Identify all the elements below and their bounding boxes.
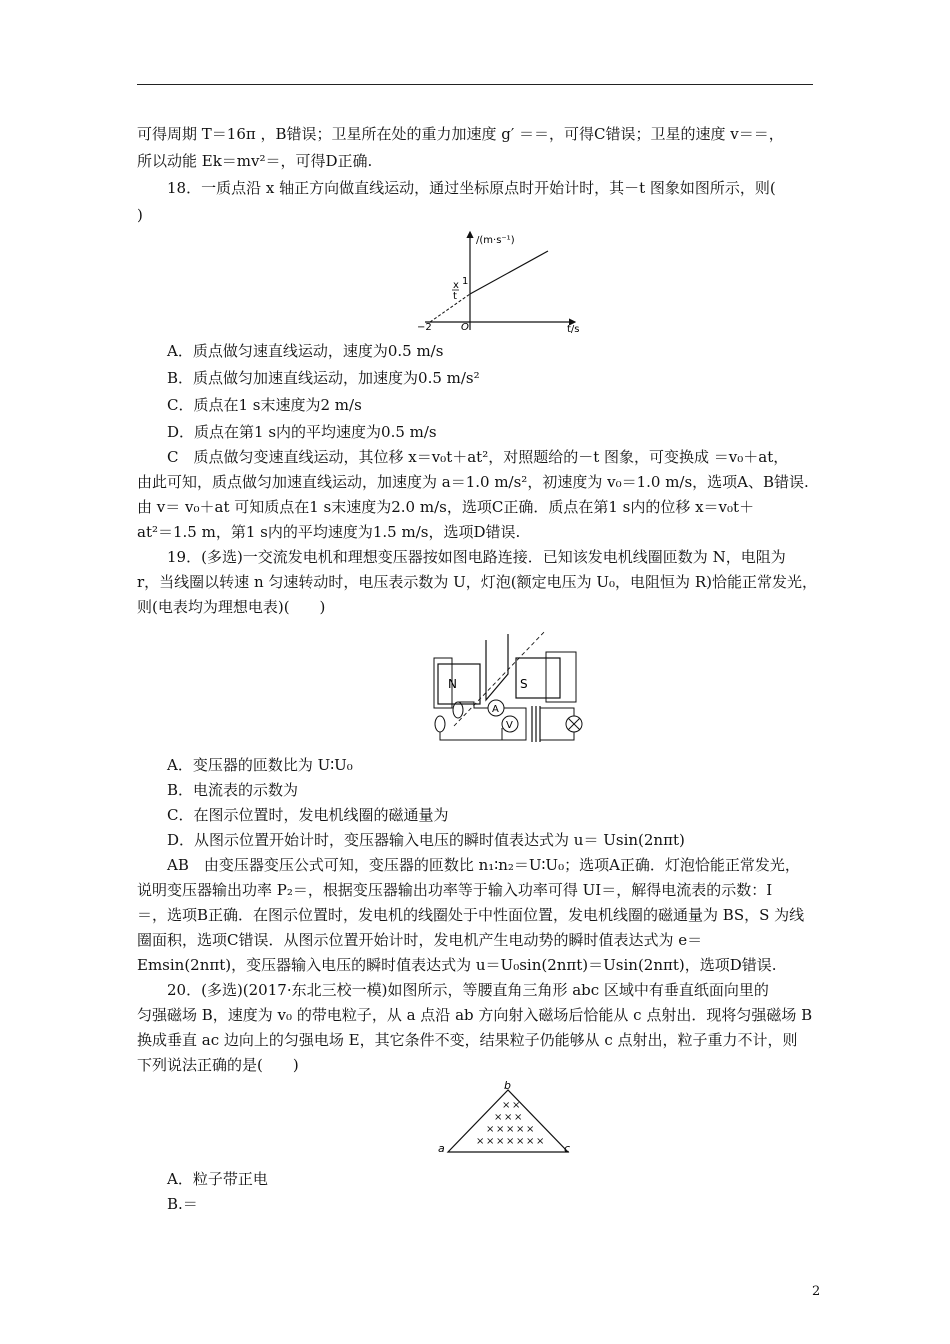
y-intercept-label: 1 bbox=[462, 276, 469, 287]
ylabel-numerator: x bbox=[453, 280, 459, 291]
question-20-line-4: 下列说法正确的是( ) bbox=[137, 1056, 299, 1074]
triangle-field-figure bbox=[436, 1080, 576, 1158]
answer-18-line-1: C 质点做匀变速直线运动，其位移 x＝v₀t＋at²，对照题给的－t 图象，可变换成 ＝v₀＋at， bbox=[167, 448, 789, 466]
ylabel-unit: /(m·s⁻¹) bbox=[476, 235, 515, 246]
answer-19-line-4: 圈面积，选项C错误．从图示位置开始计时，发电机产生电动势的瞬时值表达式为 e＝ bbox=[137, 931, 703, 949]
answer-19-line-5: Emsin(2nπt)，变压器输入电压的瞬时值表达式为 u＝U₀sin(2nπt)＝Usin(2nπt)，选项D错误. bbox=[137, 956, 777, 974]
magnet-n bbox=[438, 664, 480, 704]
svg-text:×: × bbox=[506, 1136, 515, 1147]
question-20-line-2: 匀强磁场 B，速度为 v₀ 的带电粒子，从 a 点沿 ab 方向射入磁场后恰能从 c 点射出．现将匀强磁场 B bbox=[137, 1006, 813, 1024]
question-18-stem-end: ) bbox=[137, 206, 143, 224]
option-20-a: A．粒子带正电 bbox=[167, 1170, 268, 1188]
voltmeter-label: V bbox=[506, 720, 513, 731]
option-19-d: D．从图示位置开始计时，变压器输入电压的瞬时值表达式为 u＝ Usin(2nπt) bbox=[167, 831, 685, 849]
origin-label: O bbox=[461, 322, 469, 333]
option-18-d: D．质点在第1 s内的平均速度为0.5 m/s bbox=[167, 423, 437, 441]
option-18-a: A．质点做匀速直线运动，速度为0.5 m/s bbox=[167, 342, 444, 360]
wire-bottom bbox=[440, 728, 502, 740]
svg-text:×: × bbox=[526, 1136, 535, 1147]
question-18-stem: 18．一质点沿 x 轴正方向做直线运动，通过坐标原点时开始计时，其－t 图象如图所示，则( bbox=[167, 179, 776, 197]
answer-18-line-4: at²＝1.5 m，第1 s内的平均速度为1.5 m/s，选项D错误. bbox=[137, 523, 521, 541]
text-line-2: 所以动能 Ek＝mv²＝，可得D正确. bbox=[137, 152, 373, 170]
svg-text:×: × bbox=[526, 1124, 535, 1135]
page-number: 2 bbox=[812, 1284, 821, 1299]
svg-text:×: × bbox=[516, 1136, 525, 1147]
dashed-extension bbox=[430, 294, 470, 322]
text-line-1: 可得周期 T＝16π ，B错误；卫星所在处的重力加速度 g′ ＝＝，可得C错误；卫星的速度 v＝＝， bbox=[137, 125, 784, 143]
svg-text:×: × bbox=[516, 1124, 525, 1135]
option-19-a: A．变压器的匝数比为 U∶U₀ bbox=[167, 756, 353, 774]
vertex-a-label: a bbox=[438, 1142, 445, 1155]
svg-text:×: × bbox=[486, 1136, 495, 1147]
coil bbox=[486, 634, 508, 700]
field-crosses bbox=[476, 1100, 544, 1147]
svg-text:×: × bbox=[486, 1124, 495, 1135]
svg-text:×: × bbox=[504, 1112, 513, 1123]
option-19-b: B．电流表的示数为 bbox=[167, 781, 299, 799]
answer-18-line-3: 由 v＝ v₀＋at 可知质点在1 s末速度为2.0 m/s，选项C正确．质点在第1 s内的位移 x＝v₀t＋ bbox=[137, 498, 755, 516]
question-20-line-1: 20．(多选)(2017·东北三校一模)如图所示，等腰直角三角形 abc 区域中有垂直纸面向里的 bbox=[167, 981, 769, 999]
generator-circuit-figure bbox=[428, 628, 588, 746]
magnet-s-back bbox=[546, 652, 576, 702]
svg-text:×: × bbox=[496, 1136, 505, 1147]
question-20-line-3: 换成垂直 ac 边向上的匀强电场 E，其它条件不变，结果粒子仍能够从 c 点射出，粒子重力不计，则 bbox=[137, 1031, 798, 1049]
vertex-c-label: c bbox=[564, 1142, 571, 1155]
svg-text:×: × bbox=[536, 1136, 545, 1147]
answer-18-line-2: 由此可知，质点做匀加速直线运动，加速度为 a＝1.0 m/s²，初速度为 v₀＝1.0 m/s，选项A、B错误. bbox=[137, 473, 809, 491]
question-19-line-2: r，当线圈以转速 n 匀速转动时，电压表示数为 U，灯泡(额定电压为 U₀，电阻恒为 R)恰能正常发光， bbox=[137, 573, 817, 591]
data-line bbox=[470, 251, 548, 294]
vertex-b-label: b bbox=[504, 1080, 511, 1092]
answer-19-line-3: ＝，选项B正确．在图示位置时，发电机的线圈处于中性面位置，发电机线圈的磁通量为 BS，S 为线 bbox=[137, 906, 805, 924]
answer-19-line-2: 说明变压器输出功率 P₂＝，根据变压器输出功率等于输入功率可得 UI＝，解得电流表的示数：I bbox=[137, 881, 773, 899]
option-18-c: C．质点在1 s末速度为2 m/s bbox=[167, 396, 362, 414]
svg-text:×: × bbox=[496, 1124, 505, 1135]
svg-text:×: × bbox=[476, 1136, 485, 1147]
svg-text:×: × bbox=[512, 1100, 521, 1111]
question-19-line-3: 则(电表均为理想电表)( ) bbox=[137, 598, 326, 616]
question-19-line-1: 19．(多选)一交流发电机和理想变压器按如图电路连接．已知该发电机线圈匝数为 N，电阻为 bbox=[167, 548, 786, 566]
svg-text:×: × bbox=[514, 1112, 523, 1123]
ylabel-denominator: t bbox=[453, 291, 457, 302]
option-20-b: B.＝ bbox=[167, 1195, 198, 1213]
xlabel: t/s bbox=[567, 324, 580, 334]
magnet-s-label: S bbox=[520, 677, 528, 691]
svg-text:×: × bbox=[502, 1100, 511, 1111]
option-18-b: B．质点做匀加速直线运动，加速度为0.5 m/s² bbox=[167, 369, 480, 387]
slip-ring-1 bbox=[435, 716, 445, 732]
magnet-n-label: N bbox=[448, 677, 457, 691]
x-intercept-label: −2 bbox=[417, 322, 432, 333]
ammeter-label: A bbox=[492, 704, 499, 715]
xt-t-graph bbox=[415, 226, 595, 334]
svg-text:×: × bbox=[494, 1112, 503, 1123]
header-rule bbox=[137, 84, 813, 85]
option-19-c: C．在图示位置时，发电机线圈的磁通量为 bbox=[167, 806, 449, 824]
answer-19-line-1: AB 由变压器变压公式可知，变压器的匝数比 n₁∶n₂＝U∶U₀；选项A正确．灯泡恰能正常发光， bbox=[167, 856, 800, 874]
svg-text:×: × bbox=[506, 1124, 515, 1135]
